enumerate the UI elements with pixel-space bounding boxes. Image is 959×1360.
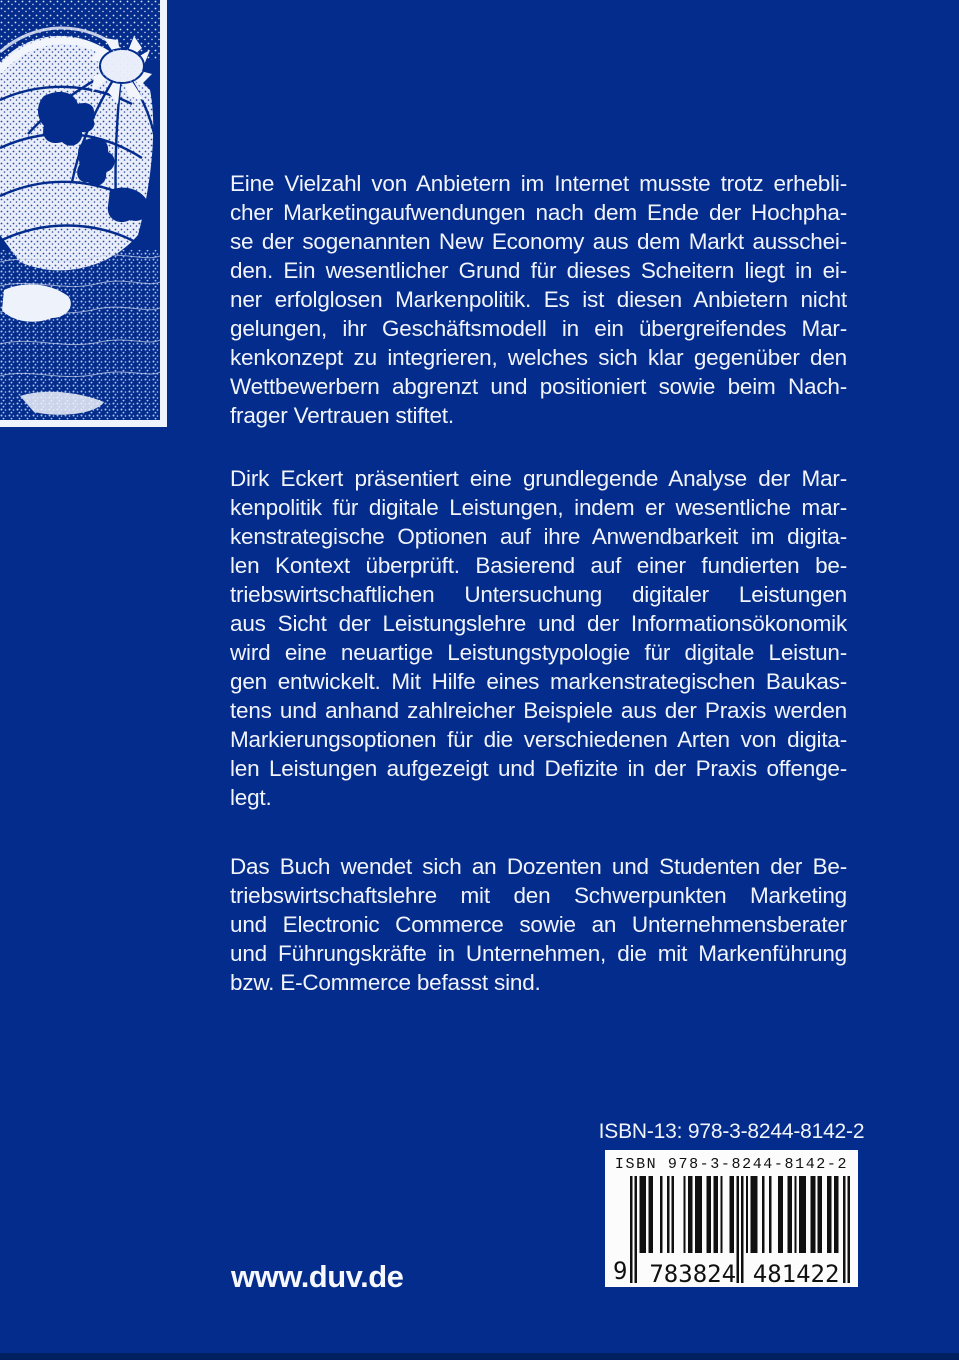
blurb-line: legt. (230, 785, 272, 810)
blurb-line: triebswirtschaftslehre mit den Schwerpunkten Marketing (230, 883, 847, 908)
globe-illustration-frame (0, 0, 167, 427)
blurb-line: wird eine neuartige Leistungstypologie für digitale Leistun- (230, 640, 847, 665)
isbn-label: ISBN-13: 978-3-8244-8142-2 (598, 1120, 865, 1143)
blurb-line: den. Ein wesentlicher Grund für dieses Scheitern liegt in ei- (230, 258, 847, 283)
blurb-paragraph (230, 464, 847, 812)
barcode-title: ISBN 978-3-8244-8142-2 (614, 1156, 849, 1173)
blurb-line: Wettbewerbern abgrenzt und positioniert sowie beim Nach- (230, 374, 847, 399)
blurb-line: frager Vertrauen stiftet. (230, 403, 454, 428)
blurb-paragraph (230, 169, 847, 430)
barcode-digits-group2: 481422 (752, 1260, 840, 1288)
blurb-line: bzw. E-Commerce befasst sind. (230, 970, 541, 995)
blurb-line: Das Buch wendet sich an Dozenten und Studenten der Be- (230, 854, 847, 879)
barcode-lead-digit: 9 (613, 1257, 628, 1285)
blurb-line: und Führungskräfte in Unternehmen, die mit Markenführung (230, 941, 847, 966)
back-cover-blurb (230, 169, 847, 997)
barcode-body (613, 1176, 850, 1288)
blurb-line: ner erfolglosen Markenpolitik. Es ist diesen Anbietern nicht (230, 287, 847, 312)
blurb-line: len Kontext überprüft. Basierend auf einer fundierten be- (230, 553, 847, 578)
blurb-line: tens und anhand zahlreicher Beispiele aus der Praxis werden (230, 698, 847, 723)
isbn-barcode (605, 1150, 858, 1287)
blurb-line: Eine Vielzahl von Anbietern im Internet musste trotz erhebli- (230, 171, 847, 196)
blurb-line: kenkonzept zu integrieren, welches sich klar gegenüber den (230, 345, 847, 370)
blurb-line: und Electronic Commerce sowie an Unternehmensberater (230, 912, 847, 937)
barcode-bars (630, 1176, 850, 1288)
blurb-line: cher Marketingaufwendungen nach dem Ende der Hochpha- (230, 200, 847, 225)
blurb-line: len Leistungen aufgezeigt und Defizite in der Praxis offenge- (230, 756, 847, 781)
blurb-line: Markierungsoptionen für die verschiedenen Arten von digita- (230, 727, 847, 752)
barcode-digits (641, 1262, 848, 1286)
blurb-line: kenstrategische Optionen auf ihre Anwendbarkeit im digita- (230, 524, 847, 549)
blurb-line: se der sogenannten New Economy aus dem Markt ausschei- (230, 229, 847, 254)
blurb-line: aus Sicht der Leistungslehre und der Informationsökonomik (230, 611, 847, 636)
blurb-line: Dirk Eckert präsentiert eine grundlegende Analyse der Mar- (230, 466, 847, 491)
blurb-line: triebswirtschaftlichen Untersuchung digitaler Leistungen (230, 582, 847, 607)
book-bottom-edge (0, 1353, 959, 1360)
blurb-line: kenpolitik für digitale Leistungen, indem er wesentliche mar- (230, 495, 847, 520)
blurb-line: gelungen, ihr Geschäftsmodell in ein übergreifendes Mar- (230, 316, 847, 341)
globe-illustration (0, 0, 160, 420)
blurb-paragraph (230, 852, 847, 997)
publisher-website: www.duv.de (231, 1259, 404, 1294)
blurb-line: gen entwickelt. Mit Hilfe eines markenstrategischen Baukas- (230, 669, 847, 694)
barcode-digits-group1: 783824 (649, 1260, 737, 1288)
